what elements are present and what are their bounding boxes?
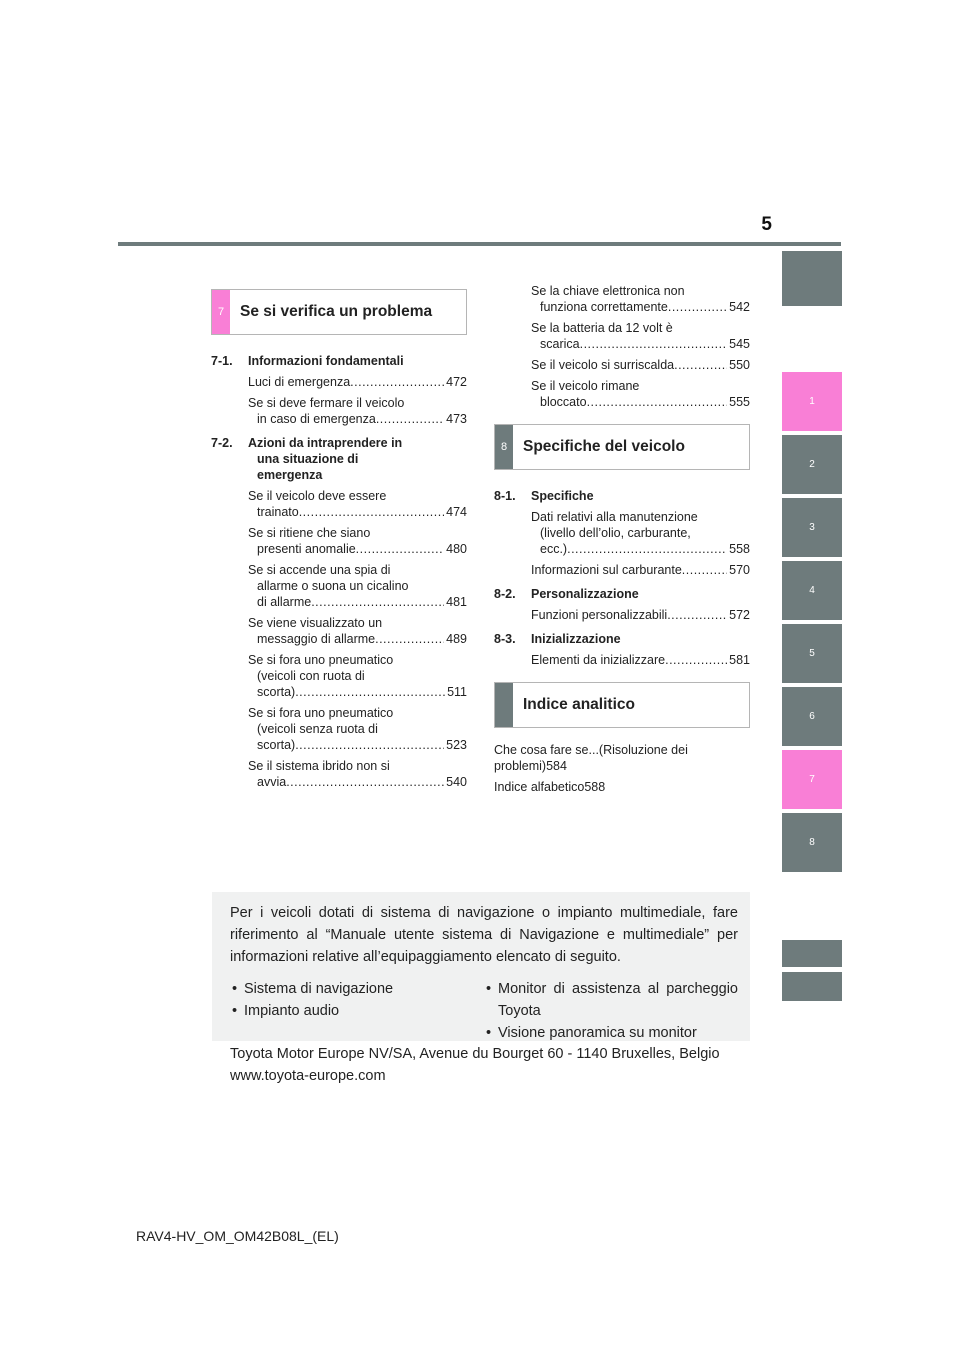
toc-entry-text: (livello dell’olio, carburante, [540, 526, 691, 540]
dot-leader [375, 631, 444, 647]
toc-entry[interactable] [248, 562, 467, 610]
dot-leader [668, 299, 727, 315]
section-8-header[interactable] [494, 424, 750, 470]
toc-entry[interactable] [531, 509, 750, 557]
toc-page-number: 581 [729, 653, 750, 667]
toc-entry[interactable] [531, 607, 750, 623]
toc-entry-text: Se il sistema ibrido non si [248, 759, 390, 773]
toc-page-number: 545 [729, 337, 750, 351]
section-7-title: Se si verifica un problema [240, 303, 433, 320]
toc-entry[interactable] [248, 395, 467, 427]
toc-entry[interactable] [248, 615, 467, 647]
toc-page-number: 481 [446, 595, 467, 609]
toc-entry-text: Se la chiave elettronica non [531, 284, 685, 298]
header-rule [118, 242, 841, 246]
chapter-tab-4[interactable]: 4 [782, 561, 842, 620]
chapter-tab-8[interactable]: 8 [782, 813, 842, 872]
toc-entry[interactable] [531, 562, 750, 578]
toc-entry-text: bloccato [540, 395, 587, 409]
right-column [494, 283, 750, 795]
index-section-title: Indice analitico [523, 696, 635, 713]
toc-entry-text: Informazioni sul carburante [531, 563, 682, 577]
toc-entry-text: Se si deve fermare il veicolo [248, 396, 405, 410]
chapter-tab-2[interactable]: 2 [782, 435, 842, 494]
dot-leader [356, 541, 444, 557]
section-8-title: Specifiche del veicolo [523, 438, 685, 455]
toc-entry-text: scorta) [257, 738, 296, 752]
toc-entry[interactable] [531, 283, 750, 315]
dot-leader [667, 607, 727, 623]
chapter-tab-3[interactable]: 3 [782, 498, 842, 557]
chapter-8-1[interactable]: 8-1. Specifiche [494, 489, 594, 503]
toc-entry-text: messaggio di allarme [257, 632, 376, 646]
bullet-list-right [484, 978, 738, 1044]
chapter-tab-blank[interactable] [782, 972, 842, 1001]
toc-entry[interactable] [248, 488, 467, 520]
section-7-header[interactable] [211, 289, 467, 335]
chapter-8-2[interactable]: 8-2. Personalizzazione [494, 587, 639, 601]
toc-entry[interactable] [494, 742, 750, 774]
toc-page-number: 558 [729, 542, 750, 556]
dot-leader [376, 411, 444, 427]
toc-entry-text: trainato [257, 505, 299, 519]
toc-page-number: 542 [729, 300, 750, 314]
toc-entry-text: Se il veicolo rimane [531, 379, 640, 393]
toc-entry-text: Se si accende una spia di [248, 563, 391, 577]
toc-entry[interactable] [248, 705, 467, 753]
toc-page-number: 570 [729, 563, 750, 577]
dot-leader [299, 504, 444, 520]
chapter-7-2[interactable]: 7-2. Azioni da intraprendere in una situazione di emergenza [211, 436, 403, 482]
toc-entry-text: Se si ritiene che siano [248, 526, 371, 540]
toc-entry-text: Dati relativi alla manutenzione [531, 510, 698, 524]
toc-entry-text: (veicoli con ruota di [257, 669, 365, 683]
toc-entry-text: di allarme [257, 595, 312, 609]
toc-entry-text: Se viene visualizzato un [248, 616, 383, 630]
toc-entry-text: Se il veicolo si surriscalda [531, 358, 675, 372]
section-7-number: 7 [212, 290, 230, 334]
dot-leader [682, 562, 727, 578]
bullet-item: • Sistema di navigazione [230, 978, 484, 1000]
toc-entry-text: Se la batteria da 12 volt è [531, 321, 673, 335]
toc-entry-text: scorta) [257, 685, 296, 699]
toc-entry-text: Indice alfabetico [494, 780, 585, 794]
toc-entry[interactable] [248, 652, 467, 700]
toc-page-number: 523 [446, 738, 467, 752]
toc-entry-text: scarica [540, 337, 580, 351]
index-section-header[interactable] [494, 682, 750, 728]
bullet-item: • Impianto audio [230, 1000, 484, 1022]
toc-entry[interactable] [531, 320, 750, 352]
left-column [211, 289, 467, 790]
toc-page-number: 489 [446, 632, 467, 646]
toc-page-number: 474 [446, 505, 467, 519]
toc-entry[interactable] [531, 357, 750, 373]
toc-entry-text: Luci di emergenza [248, 375, 351, 389]
chapter-tab-1[interactable]: 1 [782, 372, 842, 431]
toc-entry-text: Se il veicolo deve essere [248, 489, 387, 503]
toc-page-number: 480 [446, 542, 467, 556]
toc-entry-text: Se si fora uno pneumatico [248, 706, 394, 720]
toc-page-number: 584 [546, 759, 567, 773]
bullet-item: • Monitor di assistenza al parcheggio Toyota [484, 978, 738, 1022]
toc-entry[interactable] [248, 374, 467, 390]
dot-leader [286, 774, 444, 790]
dot-leader [350, 374, 444, 390]
info-intro: Per i veicoli dotati di sistema di navigazione o impianto multimediale, fare riferimento al “Manuale utente sistema di Navigazione e multimediale” per informazioni relative all’equipaggiamento elencato di seguito. [230, 905, 738, 965]
toc-entry-text: ecc.) [540, 542, 568, 556]
chapter-tab-blank[interactable] [782, 940, 842, 967]
toc-entry-text: (veicoli senza ruota di [257, 722, 378, 736]
toc-entry[interactable] [494, 779, 750, 795]
toc-entry-text: Se si fora uno pneumatico [248, 653, 394, 667]
toc-page-number: 511 [447, 685, 467, 699]
dot-leader [295, 684, 445, 700]
dot-leader [311, 594, 444, 610]
toc-entry-text: (Risoluzione dei problemi) [494, 743, 688, 773]
toc-entry[interactable] [248, 525, 467, 557]
toc-entry[interactable] [248, 758, 467, 790]
toc-page-number: 588 [584, 780, 606, 794]
toc-entry-text: in caso di emergenza [257, 412, 376, 426]
toc-page-number: 472 [446, 375, 467, 389]
dot-leader [295, 737, 444, 753]
dot-leader [665, 652, 727, 668]
toc-entry-text: Funzioni personalizzabili [531, 608, 668, 622]
toc-page-number: 555 [729, 395, 750, 409]
toc-entry-text: allarme o suona un cicalino [257, 579, 409, 593]
section-8-number: 8 [495, 425, 513, 469]
toc-page-number: 473 [446, 412, 467, 426]
chapter-8-3[interactable]: 8-3. Inizializzazione [494, 632, 621, 646]
toc-entry-text: funziona correttamente [540, 300, 668, 314]
toc-entry-text: Che cosa fare se... [494, 743, 599, 757]
chapter-tab-5[interactable]: 5 [782, 624, 842, 683]
chapter-tab-6[interactable]: 6 [782, 687, 842, 746]
toc-entry-text: avvia [257, 775, 287, 789]
toc-entry-text: presenti anomalie [257, 542, 356, 556]
page-number: 5 [761, 214, 772, 235]
index-section-marker [495, 683, 513, 727]
dot-leader [567, 541, 727, 557]
chapter-tab-7[interactable]: 7 [782, 750, 842, 809]
document-code: RAV4-HV_OM_OM42B08L_(EL) [136, 1228, 339, 1244]
dot-leader [674, 357, 727, 373]
dot-leader [587, 394, 728, 410]
toc-entry[interactable] [531, 378, 750, 410]
bullet-list-left [230, 978, 484, 1044]
chapter-tab-blank[interactable] [782, 251, 842, 306]
dot-leader [580, 336, 728, 352]
bullet-item: • Visione panoramica su monitor [484, 1022, 738, 1044]
chapter-7-1[interactable]: 7-1. Informazioni fondamentali [211, 354, 404, 368]
toc-page-number: 550 [729, 358, 750, 372]
company-address: Toyota Motor Europe NV/SA, Avenue du Bourget 60 - 1140 Bruxelles, Belgio www.toyota-europe.com [230, 1046, 720, 1084]
info-box [212, 892, 750, 1041]
toc-page-number: 540 [446, 775, 467, 789]
toc-page-number: 572 [729, 608, 750, 622]
toc-entry-text: Elementi da inizializzare [531, 653, 666, 667]
toc-entry[interactable] [531, 652, 750, 668]
